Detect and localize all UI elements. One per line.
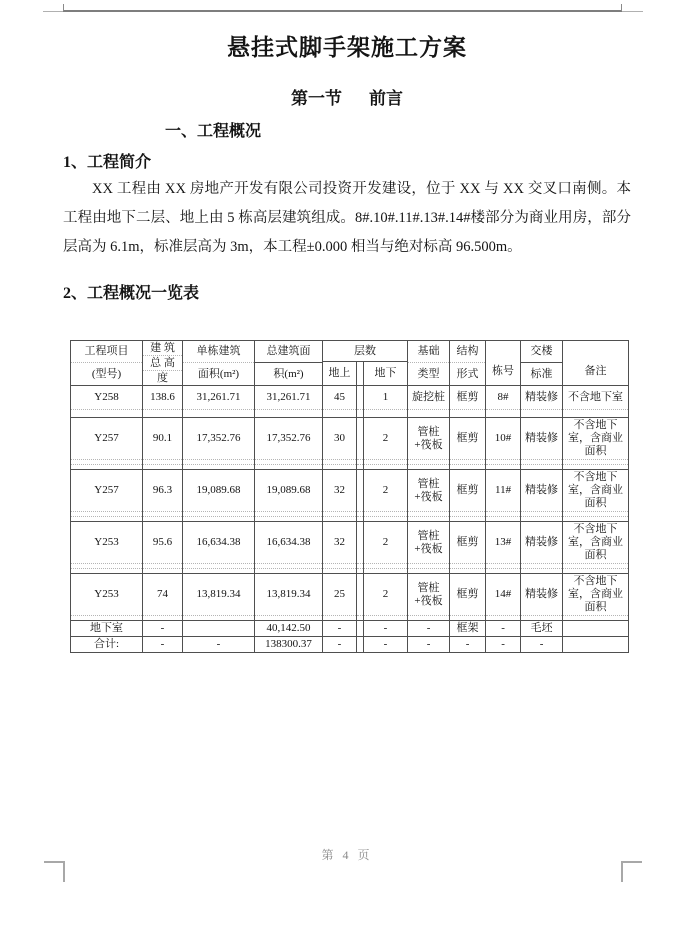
cell: 32 xyxy=(323,522,357,564)
page-title: 悬挂式脚手架施工方案 xyxy=(227,35,467,60)
cell: 2 xyxy=(364,574,408,616)
cell: 管桩+筏板 xyxy=(408,470,450,512)
margin-tick-left xyxy=(63,4,64,11)
cell: - xyxy=(364,637,408,653)
cell: Y257 xyxy=(71,470,143,512)
header-floors-group: 层数 xyxy=(323,341,408,362)
cell: - xyxy=(450,637,486,653)
crop-mark-bottom-right xyxy=(621,861,642,882)
cell: 13# xyxy=(486,522,521,564)
cell: - xyxy=(364,621,408,637)
cell: 96.3 xyxy=(143,470,183,512)
margin-tick-right xyxy=(621,4,622,11)
cell: 40,142.50 xyxy=(255,621,323,637)
cell: 地下室 xyxy=(71,621,143,637)
cell: 2 xyxy=(364,522,408,564)
header-floors-gap xyxy=(357,362,364,386)
cell: 不含地下室，含商业面积 xyxy=(563,470,629,512)
cell-gap xyxy=(357,418,364,460)
cell: 管桩+筏板 xyxy=(408,418,450,460)
cell: 19,089.68 xyxy=(183,470,255,512)
header-floors-below: 地下 xyxy=(364,362,408,386)
header-unit-area: 单栋建筑 面积(m²) xyxy=(183,341,255,386)
cell: Y257 xyxy=(71,418,143,460)
cell: 74 xyxy=(143,574,183,616)
cell: 2 xyxy=(364,470,408,512)
heading-table-list: 2、工程概况一览表 xyxy=(63,285,200,302)
section-label: 第一节 xyxy=(291,89,342,108)
cell: 框剪 xyxy=(450,470,486,512)
cell: - xyxy=(521,637,563,653)
cell: 10# xyxy=(486,418,521,460)
cell: 不含地下室，含商业面积 xyxy=(563,522,629,564)
section-heading xyxy=(0,84,694,109)
cell: 14# xyxy=(486,574,521,616)
header-building-height: 建 筑 总 高 度 xyxy=(143,341,183,386)
cell-gap xyxy=(357,637,364,653)
cell: - xyxy=(183,637,255,653)
cell: 45 xyxy=(323,386,357,410)
cell: - xyxy=(486,637,521,653)
cell: Y253 xyxy=(71,574,143,616)
footer-page-number: 第 4 页 xyxy=(321,848,373,862)
cell: - xyxy=(143,637,183,653)
cell: 精装修 xyxy=(521,386,563,410)
cell: 95.6 xyxy=(143,522,183,564)
table-row-total xyxy=(71,637,629,653)
cell: 138.6 xyxy=(143,386,183,410)
project-overview-table xyxy=(70,340,629,653)
cell: 框剪 xyxy=(450,574,486,616)
cell xyxy=(183,621,255,637)
table-subgrid-spacer-row xyxy=(71,410,629,418)
cell: - xyxy=(486,621,521,637)
cell: 32 xyxy=(323,470,357,512)
cell: 合计: xyxy=(71,637,143,653)
cell: 17,352.76 xyxy=(183,418,255,460)
cell-gap xyxy=(357,522,364,564)
cell: 框剪 xyxy=(450,522,486,564)
cell: 精装修 xyxy=(521,574,563,616)
cell: 不含地下室，含商业面积 xyxy=(563,574,629,616)
cell: 框剪 xyxy=(450,386,486,410)
cell-gap xyxy=(357,574,364,616)
cell: - xyxy=(323,637,357,653)
header-building-no: 栋号 xyxy=(486,341,521,386)
section-name: 前言 xyxy=(369,89,403,108)
cell: 精装修 xyxy=(521,470,563,512)
cell: 旋挖桩 xyxy=(408,386,450,410)
cell: 1 xyxy=(364,386,408,410)
cell: 138300.37 xyxy=(255,637,323,653)
cell: - xyxy=(408,637,450,653)
cell: 30 xyxy=(323,418,357,460)
heading-overview: 一、工程概况 xyxy=(165,123,262,140)
header-floors-above: 地上 xyxy=(323,362,357,386)
cell: 90.1 xyxy=(143,418,183,460)
cell: 2 xyxy=(364,418,408,460)
cell: 19,089.68 xyxy=(255,470,323,512)
cell-gap xyxy=(357,621,364,637)
cell: 不含地下室，含商业面积 xyxy=(563,418,629,460)
cell: 11# xyxy=(486,470,521,512)
cell: 框架 xyxy=(450,621,486,637)
header-foundation: 基础 类型 xyxy=(408,341,450,386)
cell: 16,634.38 xyxy=(183,522,255,564)
cell: 精装修 xyxy=(521,522,563,564)
cell: - xyxy=(143,621,183,637)
cell: 管桩+筏板 xyxy=(408,522,450,564)
cell: 25 xyxy=(323,574,357,616)
table-row xyxy=(71,418,629,460)
cell: 精装修 xyxy=(521,418,563,460)
header-structure: 结构 形式 xyxy=(450,341,486,386)
cell: 不含地下室 xyxy=(563,386,629,410)
header-delivery: 交楼 标准 xyxy=(521,341,563,386)
table-row xyxy=(71,522,629,564)
cell: - xyxy=(323,621,357,637)
cell: Y258 xyxy=(71,386,143,410)
page-top-margin-line xyxy=(63,10,622,12)
cell xyxy=(563,621,629,637)
cell xyxy=(563,637,629,653)
cell: 8# xyxy=(486,386,521,410)
cell: 31,261.71 xyxy=(183,386,255,410)
table-row-basement xyxy=(71,621,629,637)
header-project: 工程项目 (型号) xyxy=(71,341,143,386)
crop-mark-bottom-left xyxy=(44,861,65,882)
table-row xyxy=(71,574,629,616)
paragraph-project-intro: XX 工程由 XX 房地产开发有限公司投资开发建设，位于 XX 与 XX 交叉口南侧。本工程由地下二层、地上由 5 栋高层建筑组成。8#.10#.11#.13#.14#楼部分为商业用房，部分层高为 6.1m，标准层高为 3m，本工程±0.000 相当与绝对标高 96.500m。 xyxy=(63,181,631,255)
heading-brief: 1、工程简介 xyxy=(63,154,152,171)
cell: 框剪 xyxy=(450,418,486,460)
cell-gap xyxy=(357,470,364,512)
cell: 31,261.71 xyxy=(255,386,323,410)
cell: 13,819.34 xyxy=(255,574,323,616)
header-remark: 备注 xyxy=(563,341,629,386)
table-row xyxy=(71,386,629,410)
cell: 管桩+筏板 xyxy=(408,574,450,616)
cell: - xyxy=(408,621,450,637)
cell: 17,352.76 xyxy=(255,418,323,460)
header-total-area: 总建筑面 积(m²) xyxy=(255,341,323,386)
cell: Y253 xyxy=(71,522,143,564)
cell-gap xyxy=(357,386,364,410)
cell: 16,634.38 xyxy=(255,522,323,564)
table-row xyxy=(71,470,629,512)
cell: 毛坯 xyxy=(521,621,563,637)
cell: 13,819.34 xyxy=(183,574,255,616)
